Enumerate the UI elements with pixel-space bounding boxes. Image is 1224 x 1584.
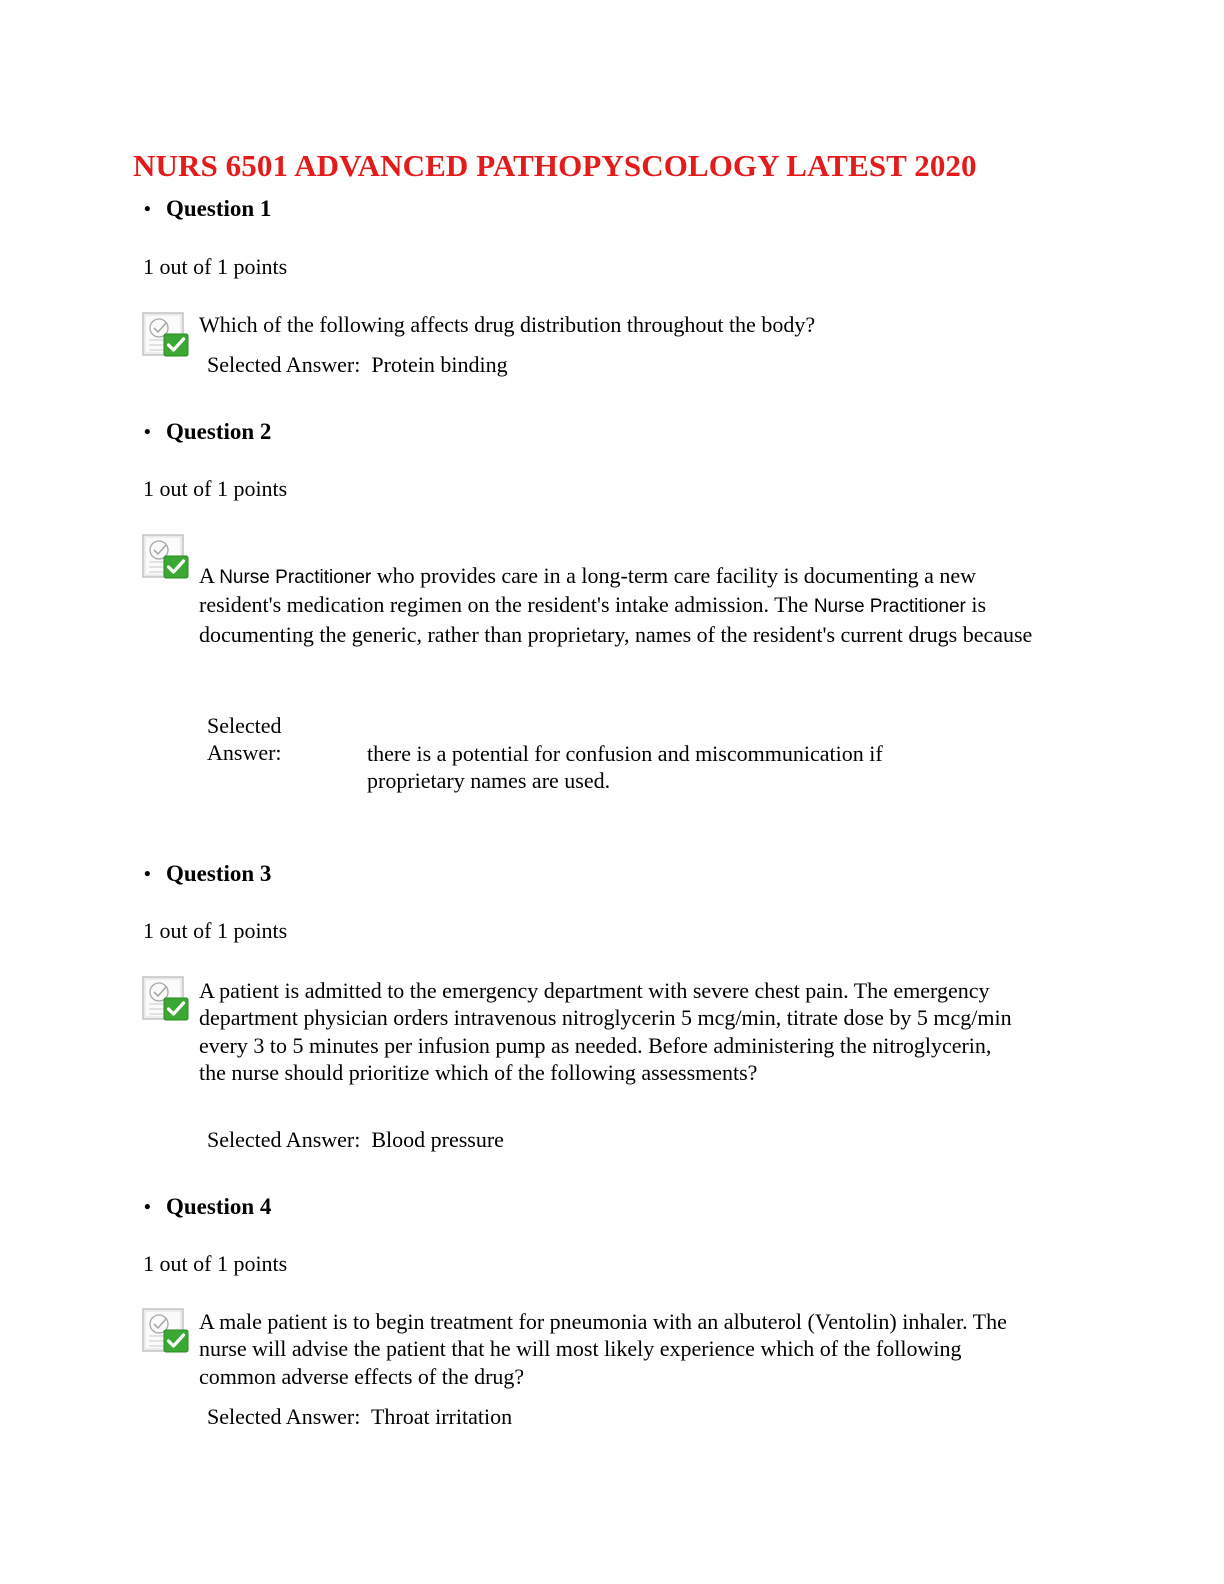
correct-answer-check-icon (140, 532, 192, 584)
bullet: • (144, 422, 151, 443)
selected-answer (207, 1127, 504, 1153)
question-text-term: Nurse Practitioner (813, 596, 966, 618)
selected-answer-label: Selected Answer: (207, 1404, 361, 1429)
question-text: A patient is admitted to the emergency department with severe chest pain. The emergency department physician orders intravenous nitroglycerin 5 mcg/min, titrate dose by 5 mcg/min every 3 to 5 minutes per infusion pump as needed. Before administering the nitroglycerin, the nurse should prioritize which of the following assessments? (199, 978, 1012, 1086)
selected-answer (207, 352, 508, 378)
question-heading: Question 4 (166, 1194, 272, 1219)
question-text: A male patient is to begin treatment for pneumonia with an albuterol (Ventolin) inhaler. The nurse will advise the patient that he will most likely experience which of the following common adverse effects of the drug? (199, 1309, 1007, 1389)
points-score: 1 out of 1 points (143, 476, 288, 501)
correct-answer-check-icon (140, 974, 192, 1026)
correct-answer-check-icon (140, 1306, 192, 1358)
question-text-term: Nurse Practitioner (219, 567, 372, 588)
selected-answer (207, 1404, 512, 1430)
question-text-part: who provides care in a long-term care facility is documenting a new resident's medication regimen on the resident's intake admission. The (199, 563, 977, 618)
selected-answer-value: Blood pressure (371, 1127, 504, 1152)
question-text: Which of the following affects drug distribution throughout the body? (199, 312, 816, 337)
points-score: 1 out of 1 points (143, 918, 288, 943)
points-score: 1 out of 1 points (143, 254, 288, 279)
question-text-part: A (199, 563, 214, 588)
selected-answer-value: Throat irritation (370, 1404, 513, 1429)
selected-answer-label: Selected Answer: (207, 1127, 361, 1152)
question-heading: Question 2 (166, 419, 272, 444)
document-title: NURS 6501 ADVANCED PATHOPYSCOLOGY LATEST 2020 (133, 148, 977, 183)
correct-answer-check-icon (140, 310, 192, 362)
bullet: • (144, 199, 151, 220)
selected-answer-label: Selected Answer: (207, 713, 282, 766)
question-heading: Question 3 (166, 861, 272, 886)
selected-answer-value: there is a potential for confusion and miscommunication if proprietary names are used. (367, 741, 883, 794)
selected-answer-label: Selected Answer: (207, 352, 361, 377)
bullet: • (144, 864, 151, 885)
question-text-part: is documenting the generic, rather than proprietary, names of the resident's current drugs because (199, 592, 1033, 647)
bullet: • (144, 1197, 151, 1218)
selected-answer-value: Protein binding (371, 352, 508, 377)
points-score: 1 out of 1 points (143, 1251, 288, 1276)
question-heading: Question 1 (166, 196, 272, 221)
question-text (199, 562, 1039, 648)
